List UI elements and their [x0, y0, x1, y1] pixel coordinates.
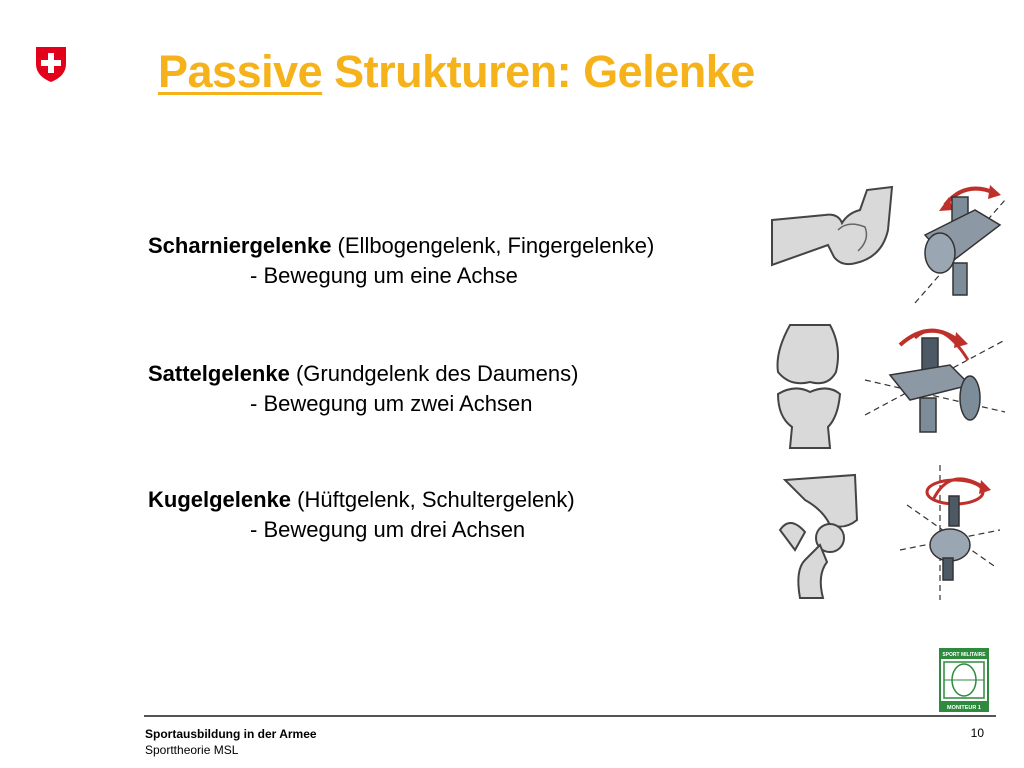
hinge-axis-mechanism-icon — [905, 175, 1010, 305]
saddle-joint-bone-illustration — [770, 322, 845, 452]
joint-examples: (Ellbogengelenk, Fingergelenke) — [331, 233, 655, 258]
joint-movement: - Bewegung um drei Achsen — [250, 517, 526, 542]
ball-axis-mechanism-icon — [895, 460, 1005, 605]
footer-info — [145, 726, 317, 758]
page-number: 10 — [970, 726, 984, 740]
title-underlined-word: Passive — [158, 46, 323, 97]
elbow-bone-illustration — [770, 185, 895, 280]
joint-name: Scharniergelenke — [148, 233, 332, 258]
joint-examples: (Hüftgelenk, Schultergelenk) — [291, 487, 575, 512]
footer-divider — [144, 715, 996, 717]
saddle-axis-mechanism-icon — [860, 320, 1010, 440]
title-rest: Strukturen: Gelenke — [322, 46, 755, 97]
joint-movement: - Bewegung um eine Achse — [250, 263, 518, 288]
joint-examples: (Grundgelenk des Daumens) — [289, 361, 579, 386]
hip-bone-illustration — [775, 470, 865, 600]
joint-name: Kugelgelenke — [148, 487, 292, 512]
swiss-shield-icon — [33, 44, 69, 84]
joint-movement: - Bewegung um zwei Achsen — [250, 391, 533, 416]
joint-name: Sattelgelenke — [148, 361, 290, 386]
badge-top-text: SPORT MILITAIRE — [942, 652, 986, 658]
joint-item-hinge — [148, 233, 654, 289]
sport-militaire-badge — [939, 648, 989, 712]
footer-org: Sportausbildung in der Armee — [145, 727, 317, 741]
page-title — [158, 46, 755, 98]
joint-item-saddle — [148, 361, 578, 417]
joint-item-ball — [148, 487, 575, 543]
footer-subtitle: Sporttheorie MSL — [145, 743, 239, 757]
badge-bottom-text: MONITEUR 1 — [947, 705, 981, 711]
